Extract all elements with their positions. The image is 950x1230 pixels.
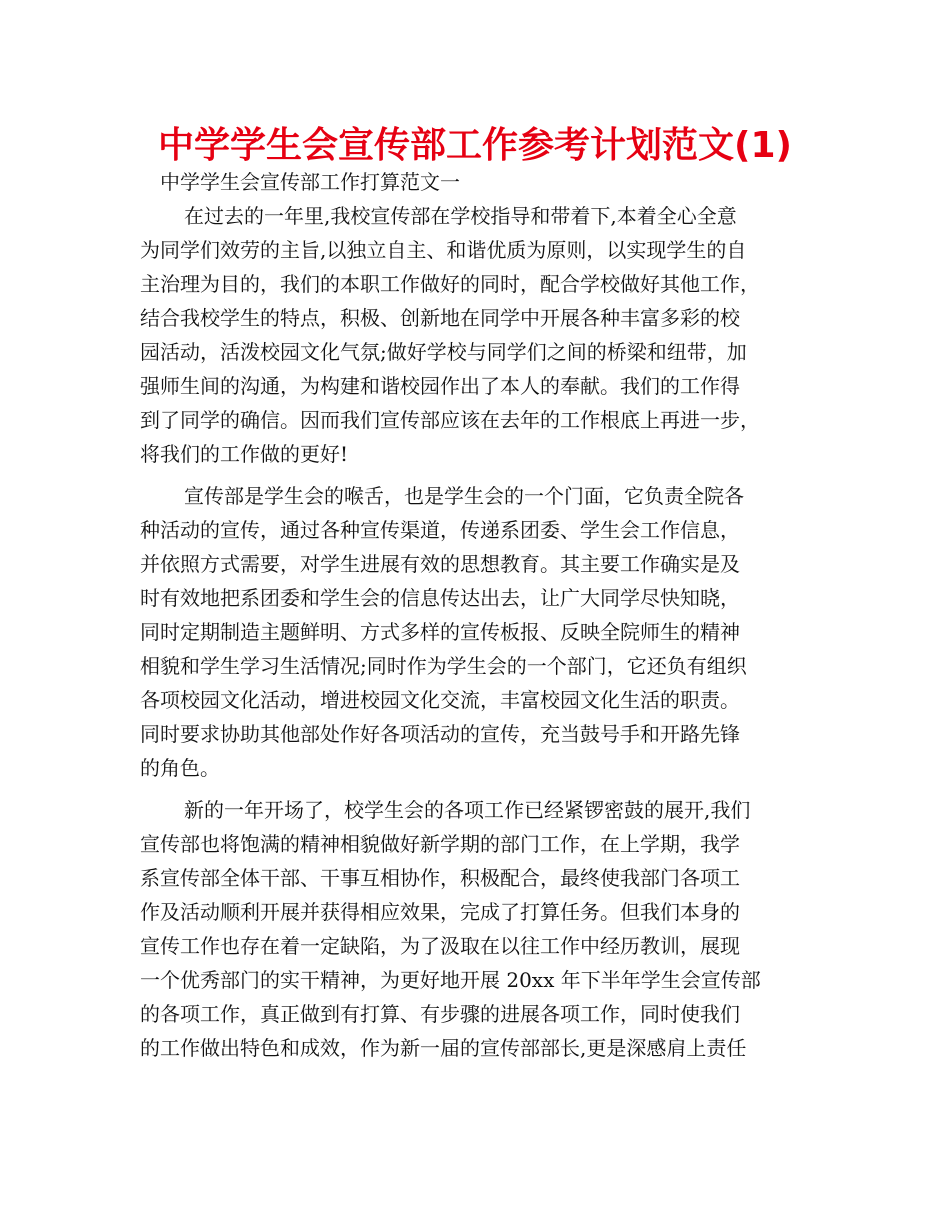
paragraph-line: 主治理为目的，我们的本职工作做好的同时，配合学校做好其他工作，	[140, 272, 760, 296]
paragraph-line: 同时要求协助其他部处作好各项活动的宣传，充当鼓号手和开路先锋	[140, 722, 740, 746]
document-body	[140, 165, 830, 1065]
document-subtitle: 中学学生会宣传部工作打算范文一	[160, 170, 460, 194]
paragraph-line: 时有效地把系团委和学生会的信息传达出去，让广大同学尽快知晓，	[140, 586, 740, 610]
paragraph-line: 并依照方式需要，对学生进展有效的思想教育。其主要工作确实是及	[140, 552, 740, 576]
paragraph-line: 结合我校学生的特点，积极、创新地在同学中开展各种丰富多彩的校	[140, 306, 740, 330]
paragraph-line: 为同学们效劳的主旨,以独立自主、和谐优质为原则，以实现学生的自	[140, 238, 747, 262]
paragraph-line: 在过去的一年里,我校宣传部在学校指导和带着下,本着全心全意	[184, 204, 737, 228]
paragraph-line: 系宣传部全体干部、干事互相协作，积极配合，最终使我部门各项工	[140, 866, 740, 890]
paragraph-line: 到了同学的确信。因而我们宣传部应该在去年的工作根底上再进一步，	[140, 408, 760, 432]
paragraph-line: 宣传部也将饱满的精神相貌做好新学期的部门工作，在上学期，我学	[140, 832, 740, 856]
paragraph-line: 同时定期制造主题鲜明、方式多样的宣传板报、反映全院师生的精神	[140, 620, 740, 644]
document-title: 中学学生会宣传部工作参考计划范文(1)	[158, 125, 792, 166]
paragraph-line: 的工作做出特色和成效，作为新一届的宣传部部长,更是深感肩上责任	[140, 1036, 747, 1060]
paragraph-line: 宣传工作也存在着一定缺陷，为了汲取在以往工作中经历教训，展现	[140, 934, 740, 958]
paragraph-line: 将我们的工作做的更好!	[140, 442, 349, 466]
paragraph-line: 强师生间的沟通，为构建和谐校园作出了本人的奉献。我们的工作得	[140, 374, 740, 398]
paragraph-line: 一个优秀部门的实干精神，为更好地开展 20xx 年下半年学生会宣传部	[140, 968, 761, 992]
paragraph-line: 各项校园文化活动，增进校园文化交流，丰富校园文化生活的职责。	[140, 688, 740, 712]
paragraph-gap	[140, 471, 830, 479]
paragraph-line: 作及活动顺利开展并获得相应效果，完成了打算任务。但我们本身的	[140, 900, 740, 924]
paragraph-line: 园活动，活泼校园文化气氛;做好学校与同学们之间的桥梁和纽带，加	[140, 340, 747, 364]
paragraph-2	[140, 479, 830, 785]
paragraph-line: 新的一年开场了，校学生会的各项工作已经紧锣密鼓的展开,我们	[184, 798, 751, 822]
paragraph-line: 种活动的宣传，通过各种宣传渠道，传递系团委、学生会工作信息，	[140, 518, 740, 542]
paragraph-3	[140, 793, 830, 1065]
paragraph-1	[140, 199, 830, 471]
paragraph-line: 相貌和学生学习生活情况;同时作为学生会的一个部门，它还负有组织	[140, 654, 747, 678]
paragraph-line: 的各项工作，真正做到有打算、有步骤的进展各项工作，同时使我们	[140, 1002, 740, 1026]
paragraph-line: 宣传部是学生会的喉舌，也是学生会的一个门面，它负责全院各	[184, 484, 744, 508]
paragraph-line: 的角色。	[140, 756, 220, 780]
paragraph-gap	[140, 785, 830, 793]
